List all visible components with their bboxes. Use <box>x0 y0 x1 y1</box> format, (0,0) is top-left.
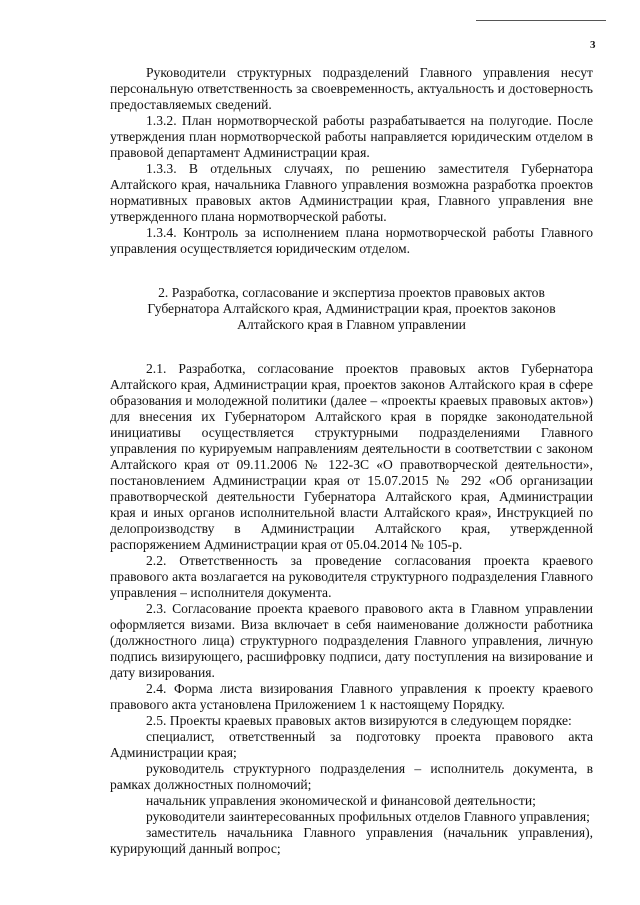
paragraph-2-4: 2.4. Форма листа визирования Главного управления к проекту краевого правового акта установлена Приложением 1 к настоящему Порядку. <box>110 681 593 712</box>
list-item: руководитель структурного подразделения – исполнитель документа, в рамках должностных полномочий; <box>110 761 593 792</box>
list-item: заместитель начальника Главного управления (начальник управления), курирующий данный вопрос; <box>110 825 593 856</box>
document-body <box>110 65 593 857</box>
page-number: 3 <box>590 39 596 51</box>
paragraph-2-5: 2.5. Проекты краевых правовых актов визируются в следующем порядке: <box>146 713 572 728</box>
paragraph-2-3: 2.3. Согласование проекта краевого правового акта в Главном управлении оформляется визами. Виза включает в себя наименование должности работника (должностного лица) структурного подразделения Главного управления, личную подпись визирующего, расшифровку подписи, дату поступления на визирование и дату визирования. <box>110 601 593 680</box>
paragraph-2-1: 2.1. Разработка, согласование проектов правовых актов Губернатора Алтайского края, Администрации края, проектов законов Алтайского края в сфере образования и молодежной политики (далее – «проекты краевых правовых актов») для внесения их Губернатором Алтайского края в порядке законодательной инициативы осуществляется структурными подразделениями Главного управления по курируемым направлениям деятельности в соответствии с законом Алтайского края от 09.11.2006 № 122-ЗС «О правотворческой деятельности», постановлением Администрации края от 15.07.2015 № 292 «Об организации правотворческой деятельности Губернатора Алтайского края, Администрации края и иных органов исполнительной власти Алтайского края», Инструкцией по делопроизводству в Администрации Алтайского края, утвержденной распоряжением Администрации края от 05.04.2014 № 105-р. <box>110 361 593 552</box>
header-rule <box>476 20 606 21</box>
paragraph-2-2: 2.2. Ответственность за проведение согласования проекта краевого правового акта возлагается на руководителя структурного подразделения Главного управления – исполнителя документа. <box>110 553 593 600</box>
section-heading: 2. Разработка, согласование и экспертиза проектов правовых актов Губернатора Алтайского края, Администрации края, проектов законов Алтайского края в Главном управлении <box>147 285 556 332</box>
list-item: руководители заинтересованных профильных отделов Главного управления; <box>146 809 590 824</box>
paragraph-1-3-4: 1.3.4. Контроль за исполнением плана нормотворческой работы Главного управления осуществляется юридическим отделом. <box>110 225 593 256</box>
paragraph-1-3-2: 1.3.2. План нормотворческой работы разрабатывается на полугодие. После утверждения план нормотворческой работы направляется юридическим отделом в правовой департамент Администрации края. <box>110 113 593 160</box>
list-item: специалист, ответственный за подготовку проекта правового акта Администрации края; <box>110 729 593 760</box>
paragraph-1-3-3: 1.3.3. В отдельных случаях, по решению заместителя Губернатора Алтайского края, начальника Главного управления возможна разработка проектов нормативных правовых актов Администрации края, Главного управления вне утвержденного плана нормотворческой работы. <box>110 161 593 224</box>
list-item: начальник управления экономической и финансовой деятельности; <box>146 793 536 808</box>
paragraph: Руководители структурных подразделений Главного управления несут персональную ответственность за своевременность, актуальность и достоверность предоставляемых сведений. <box>110 65 593 112</box>
